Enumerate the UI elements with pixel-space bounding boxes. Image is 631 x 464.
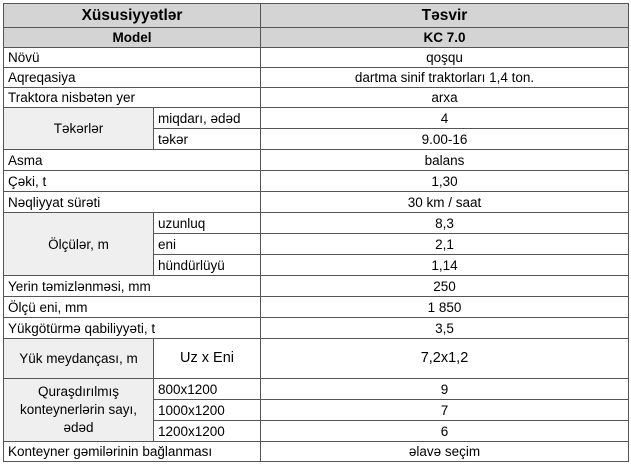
- model-value: KC 7.0: [261, 28, 629, 48]
- track-width-value: 1 850: [261, 297, 629, 318]
- containers-size3-label: 1200x1200: [154, 421, 261, 442]
- table-row: [4, 318, 629, 339]
- dimensions-length-label: uzunluq: [154, 213, 261, 234]
- weight-value: 1,30: [261, 171, 629, 192]
- table-row: [4, 88, 629, 108]
- speed-label: Nəqliyyat sürəti: [4, 192, 261, 213]
- aggregation-label: Aqreqasiya: [4, 68, 261, 88]
- wheels-tire-value: 9.00-16: [261, 129, 629, 150]
- suspension-label: Asma: [4, 150, 261, 171]
- table-row: [4, 192, 629, 213]
- capacity-value: 3,5: [261, 318, 629, 339]
- type-label: Növü: [4, 48, 261, 68]
- aggregation-value: dartma sinif traktorları 1,4 ton.: [261, 68, 629, 88]
- dimensions-width-value: 2,1: [261, 234, 629, 255]
- model-label: Model: [4, 28, 261, 48]
- track-width-label: Ölçü eni, mm: [4, 297, 261, 318]
- type-value: qoşqu: [261, 48, 629, 68]
- containers-size3-value: 6: [261, 421, 629, 442]
- table-row: [4, 276, 629, 297]
- wheels-label: Təkərlər: [4, 108, 154, 150]
- containers-label: Quraşdırılmış konteynerlərin sayı, ədəd: [4, 379, 154, 442]
- model-row: [4, 28, 629, 48]
- table-row: [4, 379, 629, 400]
- clearance-label: Yerin təmizlənməsi, mm: [4, 276, 261, 297]
- containers-size1-label: 800x1200: [154, 379, 261, 400]
- containers-size2-label: 1000x1200: [154, 400, 261, 421]
- tractor-position-label: Traktora nisbətən yer: [4, 88, 261, 108]
- containers-size2-value: 7: [261, 400, 629, 421]
- dimensions-width-label: eni: [154, 234, 261, 255]
- platform-value: 7,2x1,2: [261, 339, 629, 379]
- containers-size1-value: 9: [261, 379, 629, 400]
- table-row: [4, 442, 629, 462]
- platform-label: Yük meydançası, m: [4, 339, 154, 379]
- dimensions-length-value: 8,3: [261, 213, 629, 234]
- container-fastening-value: əlavə seçim: [261, 442, 629, 462]
- table-header-row: [4, 4, 629, 28]
- table-row: [4, 48, 629, 68]
- wheels-count-label: miqdarı, ədəd: [154, 108, 261, 129]
- suspension-value: balans: [261, 150, 629, 171]
- table-row: [4, 171, 629, 192]
- tractor-position-value: arxa: [261, 88, 629, 108]
- header-description: Təsvir: [261, 4, 629, 28]
- table-row: [4, 150, 629, 171]
- capacity-label: Yükgötürmə qabiliyyəti, t: [4, 318, 261, 339]
- table-row: [4, 108, 629, 129]
- header-characteristics: Xüsusiyyətlər: [4, 4, 261, 28]
- speed-value: 30 km / saat: [261, 192, 629, 213]
- dimensions-height-label: hündürlüyü: [154, 255, 261, 276]
- specifications-table: [3, 3, 629, 462]
- wheels-tire-label: təkər: [154, 129, 261, 150]
- table-row: [4, 339, 629, 379]
- dimensions-label: Ölçülər, m: [4, 213, 154, 276]
- weight-label: Çəki, t: [4, 171, 261, 192]
- platform-sub-label: Uz x Eni: [154, 339, 261, 379]
- table-row: [4, 68, 629, 88]
- wheels-count-value: 4: [261, 108, 629, 129]
- container-fastening-label: Konteyner gəmilərinin bağlanması: [4, 442, 261, 462]
- clearance-value: 250: [261, 276, 629, 297]
- dimensions-height-value: 1,14: [261, 255, 629, 276]
- table-row: [4, 297, 629, 318]
- table-row: [4, 213, 629, 234]
